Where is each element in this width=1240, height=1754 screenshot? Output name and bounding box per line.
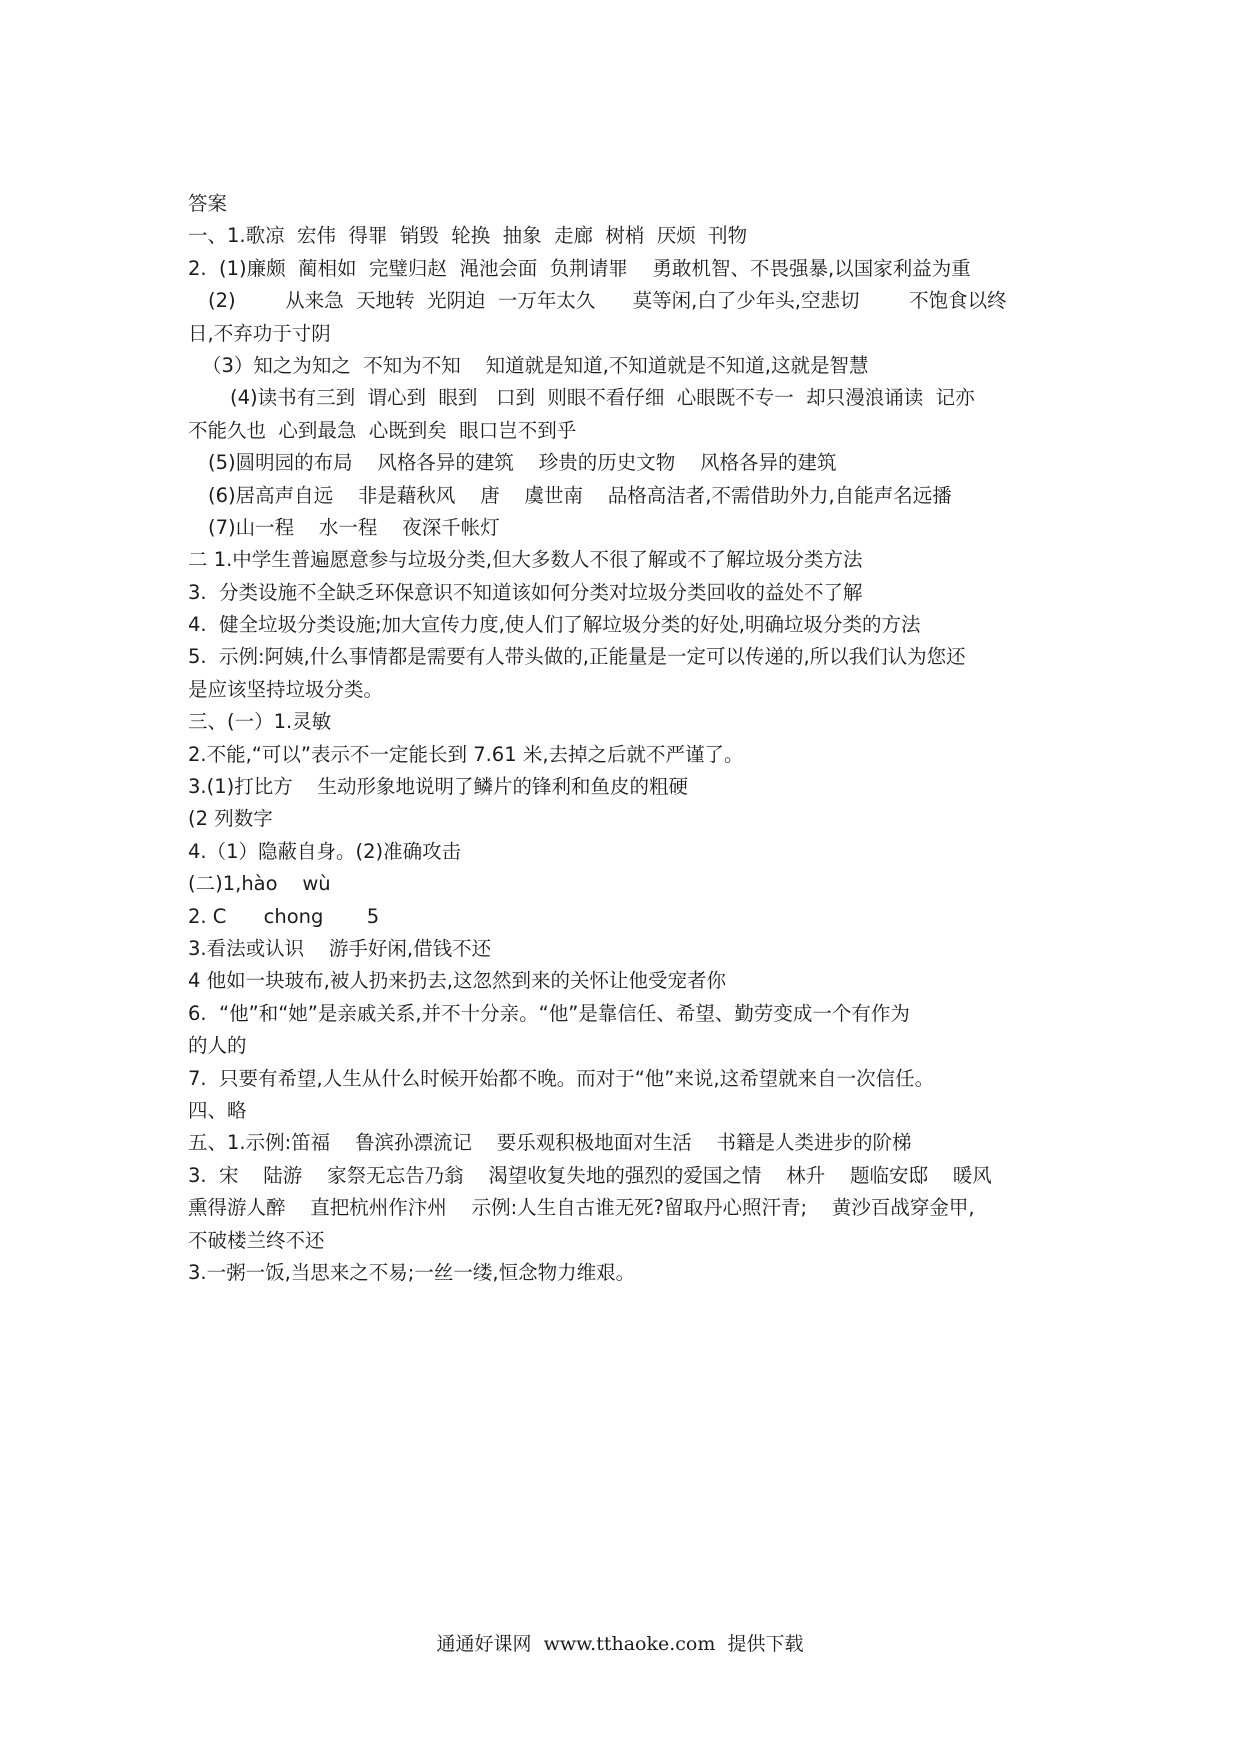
answer-line: （3）知之为知之 不知为不知 知道就是知道,不知道就是不知道,这就是智慧 xyxy=(202,353,869,377)
answer-line: 一、1.歌凉 宏伟 得罪 销毁 轮换 抽象 走廊 树梢 厌烦 刊物 xyxy=(188,224,748,248)
answer-line: 五、1.示例:笛福 鲁滨孙漂流记 要乐观积极地面对生活 书籍是人类进步的阶梯 xyxy=(188,1131,912,1155)
page-footer: 通通好课网 www.tthaoke.com 提供下载 xyxy=(436,1633,804,1655)
answer-line: 5. 示例:阿姨,什么事情都是需要有人带头做的,正能量是一定可以传递的,所以我们认为您还 xyxy=(188,645,966,669)
answer-line: 四、略 xyxy=(188,1098,247,1122)
answer-line: 不破楼兰终不还 xyxy=(188,1228,325,1252)
answer-line: 是应该坚持垃圾分类。 xyxy=(188,677,384,701)
answer-line: 不能久也 心到最急 心既到矣 眼口岂不到乎 xyxy=(188,418,577,442)
answer-line: (6)居高声自远 非是藉秋风 唐 虞世南 品格高洁者,不需借助外力,自能声名远播 xyxy=(208,483,952,507)
answer-line: 2. C chong 5 xyxy=(188,904,380,928)
answer-line: 熏得游人醉 直把杭州作汴州 示例:人生自古谁无死?留取丹心照汗青; 黄沙百战穿金甲, xyxy=(188,1196,975,1220)
answer-line: (5)圆明园的布局 风格各异的建筑 珍贵的历史文物 风格各异的建筑 xyxy=(208,451,837,475)
answer-line: (2) 从来急 天地转 光阴迫 一万年太久 莫等闲,白了少年头,空悲切 不饱食以终 xyxy=(208,289,1007,313)
answer-line: 3.看法或认识 游手好闲,借钱不还 xyxy=(188,936,492,960)
answer-line: 4 他如一块玻布,被人扔来扔去,这忽然到来的关怀让他受宠者你 xyxy=(188,969,727,993)
answer-line: 2.不能,“可以”表示不一定能长到 7.61 米,去掉之后就不严谨了。 xyxy=(188,742,744,766)
document-title: 答案 xyxy=(188,192,228,215)
answer-line: 2. (1)廉颇 蔺相如 完璧归赵 渑池会面 负荆请罪 勇敢机智、不畏强暴,以国家利益为重 xyxy=(188,256,971,280)
answer-line: 二 1.中学生普遍愿意参与垃圾分类,但大多数人不很了解或不了解垃圾分类方法 xyxy=(188,548,863,572)
answer-line: 3.(1)打比方 生动形象地说明了鳞片的锋利和鱼皮的粗硬 xyxy=(188,775,689,799)
answer-line: 4. 健全垃圾分类设施;加大宣传力度,使人们了解垃圾分类的好处,明确垃圾分类的方法 xyxy=(188,613,921,637)
answer-line: (7)山一程 水一程 夜深千帐灯 xyxy=(208,515,500,539)
answer-line: 6. “他”和“她”是亲戚关系,并不十分亲。“他”是靠信任、希望、勤劳变成一个有作为 xyxy=(188,1001,910,1025)
answer-line: 4.（1）隐蔽自身。(2)准确攻击 xyxy=(188,839,462,863)
answer-line: 日,不弃功于寸阴 xyxy=(188,321,331,345)
answer-line: 的人的 xyxy=(188,1034,247,1058)
answer-line: (2 列数字 xyxy=(188,807,273,831)
answer-line: (4)读书有三到 谓心到 眼到 口到 则眼不看仔细 心眼既不专一 却只漫浪诵读 记亦 xyxy=(230,386,975,410)
answer-content xyxy=(188,188,1068,1289)
answer-line: 7. 只要有希望,人生从什么时候开始都不晚。而对于“他”来说,这希望就来自一次信任。 xyxy=(188,1066,935,1090)
answer-line: 三、(一）1.灵敏 xyxy=(188,710,332,734)
answer-line: 3. 分类设施不全缺乏环保意识不知道该如何分类对垃圾分类回收的益处不了解 xyxy=(188,580,863,604)
answer-line: 3. 宋 陆游 家祭无忘告乃翁 渴望收复失地的强烈的爱国之情 林升 题临安邸 暖风 xyxy=(188,1163,992,1187)
answer-line: 3.一粥一饭,当思来之不易;一丝一缕,恒念物力维艰。 xyxy=(188,1260,636,1284)
answer-line: (二)1,hào wù xyxy=(188,872,331,896)
